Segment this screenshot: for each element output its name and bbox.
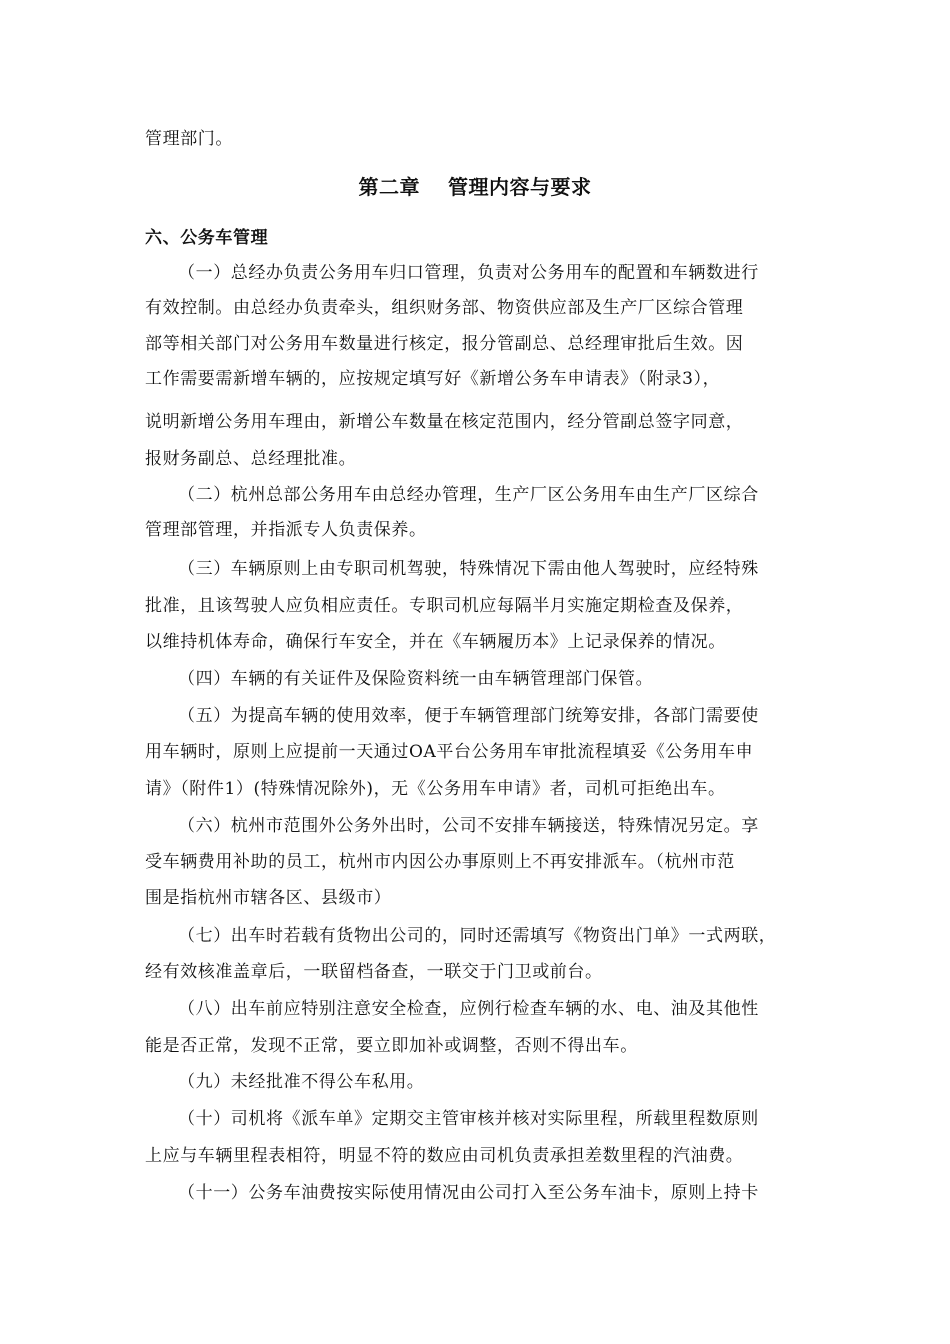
paragraph-5-line-1: （五）为提高车辆的使用效率，便于车辆管理部门统筹安排，各部门需要使 <box>178 706 759 726</box>
paragraph-1-line-6: 报财务副总、总经理批准。 <box>145 449 357 469</box>
paragraph-10-line-2: 上应与车辆里程表相符，明显不符的数应由司机负责承担差数里程的汽油费。 <box>145 1146 744 1166</box>
paragraph-4-line-1: （四）车辆的有关证件及保险资料统一由车辆管理部门保管。 <box>178 669 654 689</box>
paragraph-1-line-4: 工作需要需新增车辆的，应按规定填写好《新增公务车申请表》（附录3）， <box>145 369 721 389</box>
paragraph-3-line-1: （三）车辆原则上由专职司机驾驶，特殊情况下需由他人驾驶时，应经特殊 <box>178 559 759 579</box>
paragraph-2-line-2: 管理部管理，并指派专人负责保养。 <box>145 520 427 540</box>
paragraph-8-line-1: （八）出车前应特别注意安全检查，应例行检查车辆的水、电、油及其他性 <box>178 999 759 1019</box>
paragraph-3-line-2: 批准，且该驾驶人应负相应责任。专职司机应每隔半月实施定期检查及保养， <box>145 596 744 616</box>
paragraph-7-line-1: （七）出车时若载有货物出公司的，同时还需填写《物资出门单》一式两联， <box>178 926 777 946</box>
continuation-text: 管理部门。 <box>145 129 233 149</box>
paragraph-1-line-3: 部等相关部门对公务用车数量进行核定，报分管副总、总经理审批后生效。因 <box>145 334 744 354</box>
paragraph-10-line-1: （十）司机将《派车单》定期交主管审核并核对实际里程，所载里程数原则 <box>178 1109 759 1129</box>
chapter-title: 第二章 管理内容与要求 <box>358 175 592 199</box>
paragraph-6-line-2: 受车辆费用补助的员工，杭州市内因公办事原则上不再安排派车。（杭州市范 <box>145 852 735 872</box>
paragraph-6-line-3: 围是指杭州市辖各区、县级市） <box>145 888 392 908</box>
paragraph-11-line-1: （十一）公务车油费按实际使用情况由公司打入至公务车油卡，原则上持卡 <box>178 1183 759 1203</box>
paragraph-7-line-2: 经有效核准盖章后，一联留档备查，一联交于门卫或前台。 <box>145 962 603 982</box>
paragraph-1-line-2: 有效控制。由总经办负责牵头，组织财务部、物资供应部及生产厂区综合管理 <box>145 298 744 318</box>
paragraph-1-line-1: （一）总经办负责公务用车归口管理，负责对公务用车的配置和车辆数进行 <box>178 263 759 283</box>
paragraph-1-line-5: 说明新增公务用车理由，新增公车数量在核定范围内，经分管副总签字同意， <box>145 412 744 432</box>
paragraph-9-line-1: （九）未经批准不得公车私用。 <box>178 1072 425 1092</box>
section-title: 六、公务车管理 <box>145 228 269 248</box>
paragraph-8-line-2: 能是否正常，发现不正常，要立即加补或调整，否则不得出车。 <box>145 1036 638 1056</box>
paragraph-3-line-3: 以维持机体寿命，确保行车安全，并在《车辆履历本》上记录保养的情况。 <box>145 632 726 652</box>
paragraph-5-line-2: 用车辆时，原则上应提前一天通过OA平台公务用车审批流程填妥《公务用车申 <box>145 742 754 762</box>
paragraph-2-line-1: （二）杭州总部公务用车由总经办管理，生产厂区公务用车由生产厂区综合 <box>178 485 759 505</box>
paragraph-6-line-1: （六）杭州市范围外公务外出时，公司不安排车辆接送，特殊情况另定。享 <box>178 816 759 836</box>
paragraph-5-line-3: 请》（附件1）(特殊情况除外)，无《公务用车申请》者，司机可拒绝出车。 <box>145 779 726 799</box>
